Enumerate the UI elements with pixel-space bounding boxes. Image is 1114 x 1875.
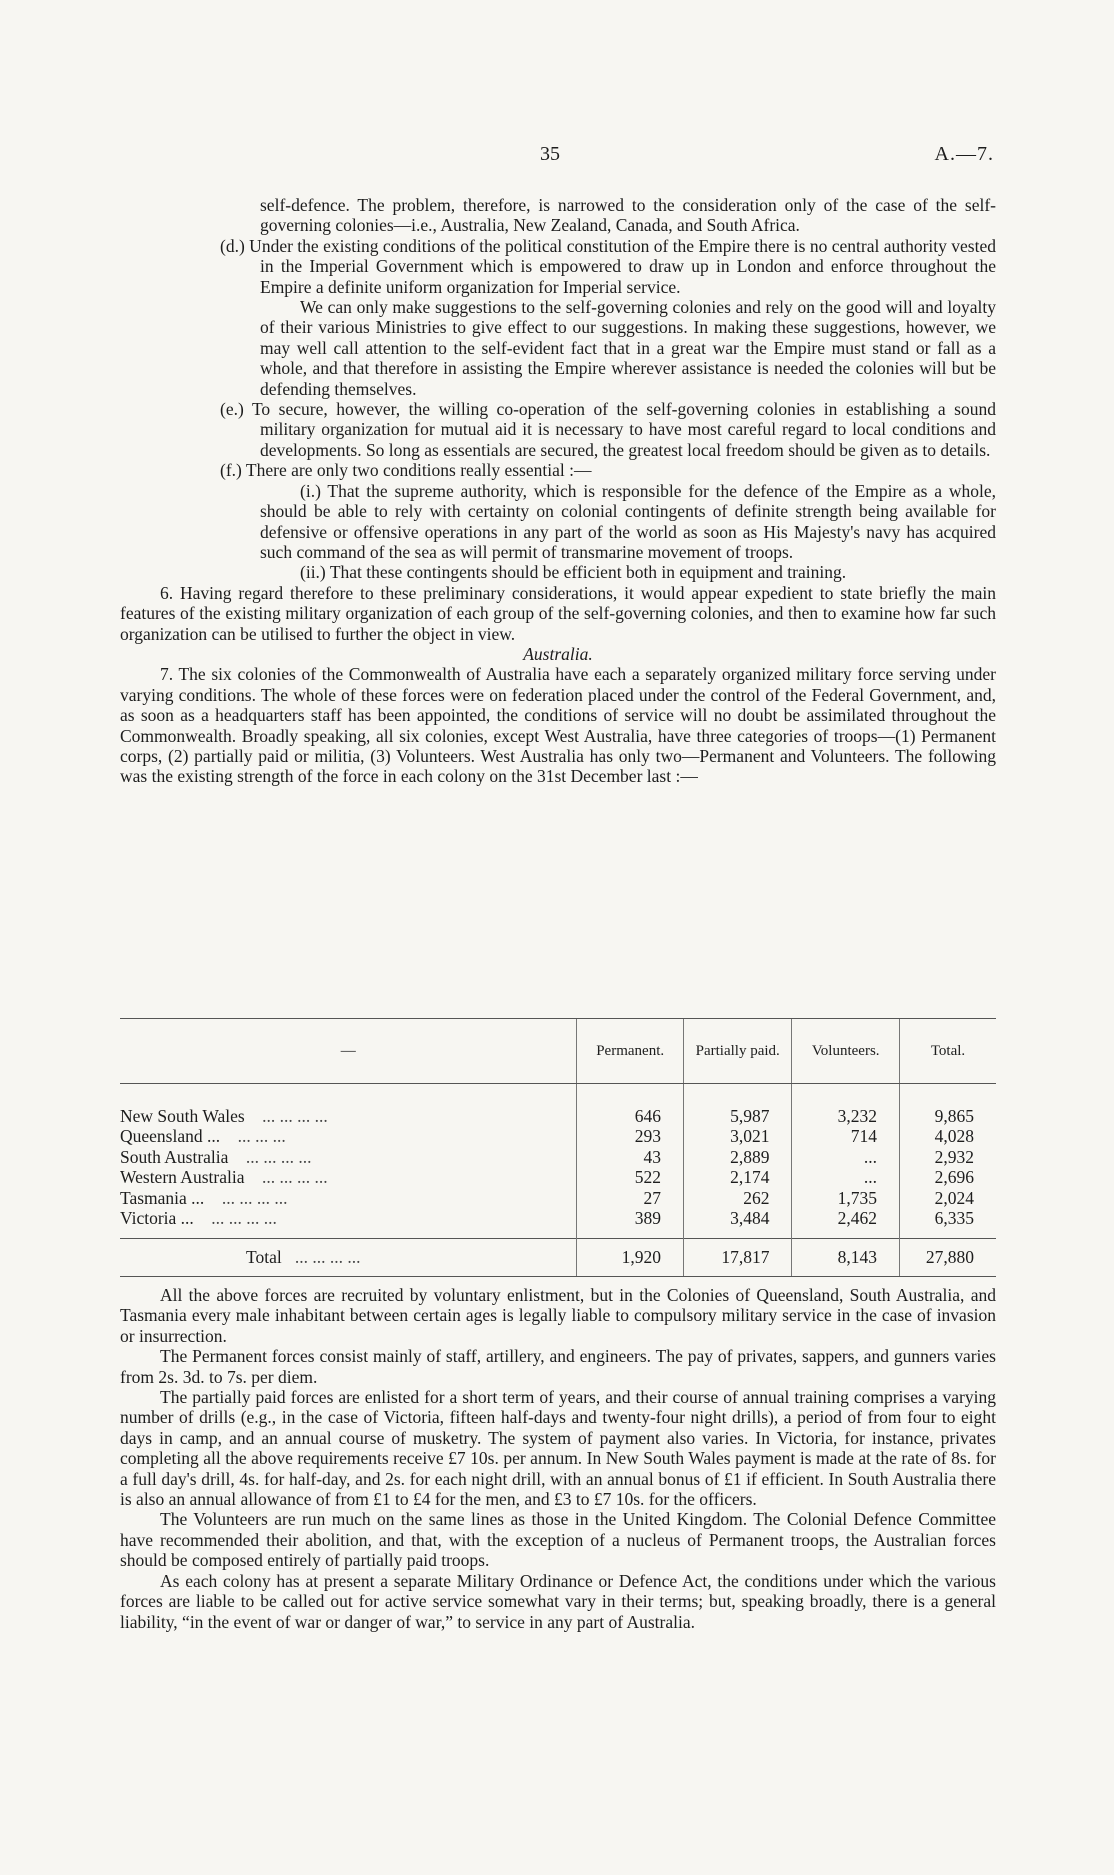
volunteers-cell: 714: [792, 1126, 900, 1146]
total-cell: 6,335: [900, 1208, 997, 1239]
paragraph: (i.) That the supreme authority, which is responsible for the defence of the Empire as a whole, should be able to rely with certainty on colonial contingents of definite strength being available for defensive or offensive operations in any part of the world as soon as His Majesty's navy has acquired such command of the sea as will permit of transmarine movement of troops.: [260, 480, 996, 562]
strength-table: [120, 1018, 996, 1277]
body-text-bottom: [120, 1285, 996, 1632]
partially-paid-cell: 262: [683, 1188, 792, 1208]
paragraph: The partially paid forces are enlisted for a short term of years, and their course of annual training comprises a varying number of drills (e.g., in the case of Victoria, fifteen half-days and twenty-four night drills), a period of from four to eight days in camp, and an annual course of musketry. The system of payment also varies. In Victoria, for instance, privates completing all the above requirements receive £7 10s. per annum. In New South Wales payment is made at the rate of 8s. for a full day's drill, 4s. for half-day, and 2s. for each night drill, with an annual bonus of £1 if efficient. In South Australia there is also an annual allowance of from £1 to £4 for the men, and £3 to £7 10s. for the officers.: [120, 1387, 996, 1510]
partially-paid-cell: 2,174: [683, 1167, 792, 1187]
leader-dots: ... ... ... ...: [211, 1208, 277, 1229]
leader-dots: ... ... ... ...: [262, 1106, 328, 1126]
permanent-cell: 646: [577, 1084, 684, 1127]
table-row: [120, 1188, 996, 1208]
paragraph: self-defence. The problem, therefore, is narrowed to the consideration only of the case of the self-governing colonies—i.e., Australia, New Zealand, Canada, and South Africa.: [260, 195, 996, 236]
leader-dots: ... ... ... ...: [245, 1146, 312, 1167]
table-row: [120, 1147, 996, 1167]
paragraph: The Permanent forces consist mainly of staff, artillery, and engineers. The pay of privates, sappers, and gunners varies from 2s. 3d. to 7s. per diem.: [120, 1346, 996, 1387]
total-cell: 2,696: [900, 1167, 997, 1187]
total-cell: 2,932: [900, 1147, 997, 1167]
header-permanent: Permanent.: [577, 1019, 684, 1084]
paragraph: As each colony has at present a separate Military Ordinance or Defence Act, the conditions under which the various forces are liable to be called out for active service somewhat vary in their terms; but, speaking broadly, there is a general liability, “in the event of war or danger of war,” to service in any part of Australia.: [120, 1570, 996, 1632]
header-partially-paid: Partially paid.: [683, 1019, 792, 1084]
table-row: [120, 1084, 996, 1127]
partially-paid-cell: 2,889: [683, 1147, 792, 1167]
paragraph: (f.) There are only two conditions really essential :—: [220, 460, 592, 481]
partially-paid-cell: 3,021: [683, 1126, 792, 1146]
partially-paid-cell: 3,484: [683, 1208, 792, 1239]
colony-name: Western Australia: [120, 1167, 245, 1188]
paragraph: All the above forces are recruited by voluntary enlistment, but in the Colonies of Queensland, South Australia, and Tasmania every male inhabitant between certain ages is legally liable to compulsory military service in the case of invasion or insurrection.: [120, 1285, 996, 1346]
colony-name: New South Wales: [120, 1106, 245, 1126]
volunteers-cell: ...: [792, 1167, 900, 1187]
paragraph: (e.) To secure, however, the willing co-operation of the self-governing colonies in establishing a sound military organization for mutual aid it is necessary to have most careful regard to local conditions and developments. So long as essentials are secured, the greatest local freedom should be given as to details.: [220, 399, 996, 460]
header-total: Total.: [900, 1019, 997, 1084]
partially-paid-cell: 5,987: [683, 1084, 792, 1127]
table-row: [120, 1126, 996, 1146]
colony-name: Tasmania ...: [120, 1187, 205, 1208]
volunteers-cell: 1,735: [792, 1188, 900, 1208]
grand-total: 27,880: [900, 1239, 997, 1276]
leader-dots: ... ... ...: [237, 1126, 286, 1147]
paragraph: (d.) Under the existing conditions of the political constitution of the Empire there is no central authority vested in the Imperial Government which is empowered to draw up in London and enforce throughout the Empire a definite uniform organization for Imperial service.: [220, 235, 996, 297]
paragraph: The Volunteers are run much on the same lines as those in the United Kingdom. The Colonial Defence Committee have recommended their abolition, and that, with the exception of a nucleus of Permanent troops, the Australian forces should be composed entirely of partially paid troops.: [120, 1509, 996, 1571]
permanent-cell: 522: [577, 1167, 684, 1187]
colony-name: South Australia: [120, 1146, 229, 1167]
total-cell: 9,865: [900, 1084, 997, 1127]
volunteers-total: 8,143: [792, 1239, 900, 1276]
volunteers-cell: 2,462: [792, 1208, 900, 1239]
permanent-cell: 27: [577, 1188, 684, 1208]
paragraph: 6. Having regard therefore to these preliminary considerations, it would appear expedient to state briefly the main features of the existing military organization of each group of the self-governing colonies, and then to examine how far such organization can be utilised to further the object in view.: [120, 582, 996, 644]
page-number: 35: [540, 143, 560, 165]
total-cell: 2,024: [900, 1188, 997, 1208]
partially-paid-total: 17,817: [683, 1239, 792, 1276]
section-heading: Australia.: [523, 643, 593, 664]
paragraph: (ii.) That these contingents should be efficient both in equipment and training.: [300, 562, 847, 583]
paragraph: We can only make suggestions to the self-governing colonies and rely on the good will and loyalty of their various Ministries to give effect to our suggestions. In making these suggestions, however, we may well call attention to the self-evident fact that in a great war the Empire must stand or fall as a whole, and that therefore in assisting the Empire wherever assistance is needed the colonies will but be defending themselves.: [260, 297, 996, 399]
leader-dots: ... ... ... ...: [261, 1167, 328, 1188]
table-row: [120, 1167, 996, 1187]
table-total-row: [120, 1239, 996, 1276]
body-text-top: [120, 195, 996, 787]
header-volunteers: Volunteers.: [792, 1019, 900, 1084]
paragraph: 7. The six colonies of the Commonwealth of Australia have each a separately organized military force serving under varying conditions. The whole of these forces were on federation placed under the control of the Federal Government, and, as soon as a headquarters staff has been appointed, the conditions of service will no doubt be assimilated throughout the Commonwealth. Broadly speaking, all six colonies, except West Australia, have three categories of troops—(1) Permanent corps, (2) partially paid or militia, (3) Volunteers. West Australia has only two—Permanent and Volunteers. The following was the existing strength of the force in each colony on the 31st December last :—: [120, 664, 996, 787]
leader-dots: ... ... ... ...: [294, 1247, 361, 1268]
volunteers-cell: 3,232: [792, 1084, 900, 1127]
colony-name: Victoria ...: [120, 1208, 194, 1229]
document-code: A.—7.: [934, 143, 994, 165]
total-label: Total: [246, 1247, 282, 1268]
total-cell: 4,028: [900, 1126, 997, 1146]
table-header-row: [120, 1019, 996, 1084]
permanent-cell: 293: [577, 1126, 684, 1146]
leader-dots: ... ... ... ...: [221, 1187, 288, 1208]
permanent-cell: 389: [577, 1208, 684, 1239]
colony-name: Queensland ...: [120, 1126, 221, 1147]
header-blank: —: [120, 1019, 577, 1084]
volunteers-cell: ...: [792, 1147, 900, 1167]
permanent-total: 1,920: [577, 1239, 684, 1276]
permanent-cell: 43: [577, 1147, 684, 1167]
table-row: [120, 1208, 996, 1239]
